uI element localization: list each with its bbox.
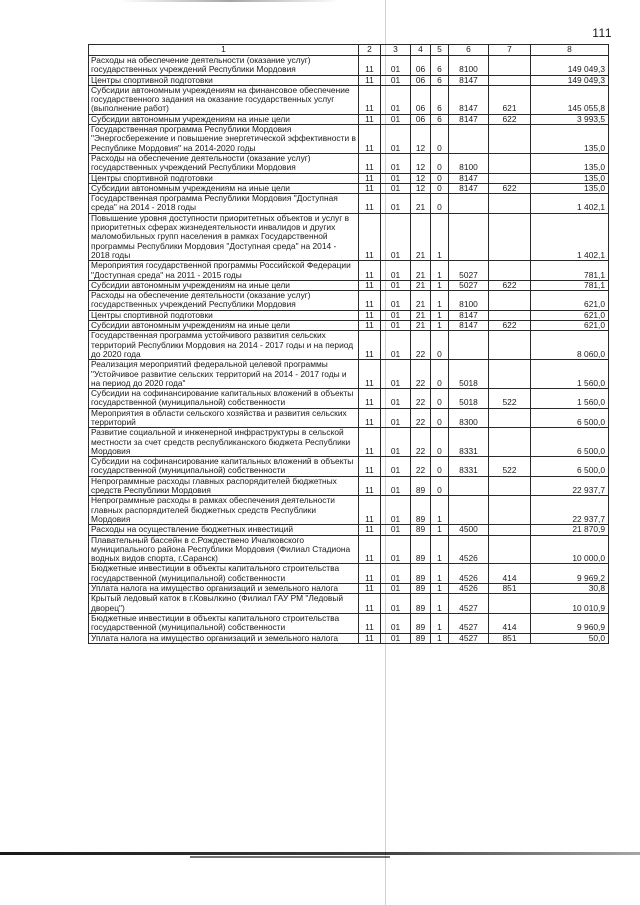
table-row: [89, 594, 609, 614]
target-cell: 5027: [449, 280, 489, 290]
name-cell: Расходы на обеспечение деятельности (оказание услуг) государственных учреждений Республики Мордовия: [89, 153, 359, 173]
section-cell: 01: [381, 564, 411, 584]
table-row: [89, 389, 609, 409]
section-cell: 01: [381, 183, 411, 193]
glav-cell: 11: [359, 194, 381, 214]
name-cell: Крытый ледовый каток в г.Ковылкино (Филиал ГАУ РМ "Ледовый дворец"): [89, 594, 359, 614]
table-row: [89, 535, 609, 564]
target-cell: 8331: [449, 428, 489, 457]
scan-edge-top: [120, 0, 340, 2]
program-cell: 6: [431, 85, 449, 114]
target-cell: [449, 125, 489, 154]
target-cell: [449, 194, 489, 214]
expense-type-cell: [489, 261, 531, 281]
table-row: [89, 153, 609, 173]
glav-cell: 11: [359, 125, 381, 154]
glav-cell: 11: [359, 56, 381, 76]
name-cell: Центры спортивной подготовки: [89, 75, 359, 85]
subsection-cell: 89: [411, 496, 431, 525]
glav-cell: 11: [359, 613, 381, 633]
sum-cell: 30,8: [531, 584, 609, 594]
subsection-cell: 89: [411, 613, 431, 633]
target-cell: [449, 476, 489, 496]
table-row: [89, 85, 609, 114]
sum-cell: 9 969,2: [531, 564, 609, 584]
sum-cell: 6 500,0: [531, 457, 609, 477]
subsection-cell: 89: [411, 476, 431, 496]
table-row: [89, 125, 609, 154]
target-cell: [449, 496, 489, 525]
target-cell: 4527: [449, 594, 489, 614]
expense-type-cell: 414: [489, 564, 531, 584]
program-cell: 0: [431, 476, 449, 496]
program-cell: 0: [431, 331, 449, 360]
subsection-cell: 22: [411, 408, 431, 428]
sum-cell: 135,0: [531, 173, 609, 183]
subsection-cell: 06: [411, 56, 431, 76]
sum-cell: 621,0: [531, 310, 609, 320]
table-row: [89, 457, 609, 477]
section-cell: 01: [381, 496, 411, 525]
name-cell: Реализация мероприятий федеральной целевой программы "Устойчивое развитие сельских территорий на 2014 - 2017 годы и на период до 2020 года": [89, 360, 359, 389]
expense-type-cell: 622: [489, 280, 531, 290]
subsection-cell: 21: [411, 280, 431, 290]
program-cell: 1: [431, 261, 449, 281]
table-row: [89, 428, 609, 457]
glav-cell: 11: [359, 496, 381, 525]
table-row: [89, 331, 609, 360]
glav-cell: 11: [359, 85, 381, 114]
scan-bottom-edge: [0, 852, 640, 855]
expense-type-cell: [489, 408, 531, 428]
name-cell: Непрограммные расходы главных распорядителей бюджетных средств Республики Мордовия: [89, 476, 359, 496]
program-cell: 1: [431, 564, 449, 584]
glav-cell: 11: [359, 153, 381, 173]
page-number: 111: [592, 26, 612, 40]
table-row: [89, 75, 609, 85]
name-cell: Субсидии автономным учреждениям на иные цели: [89, 280, 359, 290]
program-cell: 0: [431, 360, 449, 389]
subsection-cell: 21: [411, 261, 431, 281]
section-cell: 01: [381, 457, 411, 477]
subsection-cell: 06: [411, 114, 431, 124]
expense-type-cell: 622: [489, 321, 531, 331]
program-cell: 6: [431, 114, 449, 124]
name-cell: Субсидии на софинансирование капитальных вложений в объекты государственной (муниципальной) собственности: [89, 457, 359, 477]
target-cell: 8100: [449, 291, 489, 311]
subsection-cell: 22: [411, 457, 431, 477]
sum-cell: 149 049,3: [531, 75, 609, 85]
sum-cell: 9 960,9: [531, 613, 609, 633]
section-cell: 01: [381, 633, 411, 643]
glav-cell: 11: [359, 213, 381, 260]
sum-cell: 10 010,9: [531, 594, 609, 614]
glav-cell: 11: [359, 476, 381, 496]
subsection-cell: 12: [411, 153, 431, 173]
table-row: [89, 213, 609, 260]
scan-bottom-edge-shadow: [190, 856, 390, 858]
name-cell: Центры спортивной подготовки: [89, 310, 359, 320]
target-cell: 8147: [449, 85, 489, 114]
expense-type-cell: [489, 428, 531, 457]
subsection-cell: 89: [411, 584, 431, 594]
expense-type-cell: [489, 153, 531, 173]
target-cell: 4527: [449, 633, 489, 643]
name-cell: Мероприятия в области сельского хозяйства и развития сельских территорий: [89, 408, 359, 428]
glav-cell: 11: [359, 75, 381, 85]
glav-cell: 11: [359, 280, 381, 290]
subsection-cell: 89: [411, 525, 431, 535]
subsection-cell: 21: [411, 291, 431, 311]
expense-type-cell: [489, 213, 531, 260]
section-cell: 01: [381, 360, 411, 389]
sum-cell: 621,0: [531, 291, 609, 311]
section-cell: 01: [381, 594, 411, 614]
table-row: [89, 360, 609, 389]
name-cell: Субсидии автономным учреждениям на финансовое обеспечение государственного задания на оказание государственных услуг (выполнение работ): [89, 85, 359, 114]
sum-cell: 22 937,7: [531, 496, 609, 525]
table-row: [89, 584, 609, 594]
glav-cell: 11: [359, 261, 381, 281]
glav-cell: 11: [359, 633, 381, 643]
table-header-row: [89, 45, 609, 56]
name-cell: Расходы на обеспечение деятельности (оказание услуг) государственных учреждений Республики Мордовия: [89, 56, 359, 76]
expense-type-cell: [489, 535, 531, 564]
table-row: [89, 280, 609, 290]
table-row: [89, 173, 609, 183]
name-cell: Субсидии автономным учреждениям на иные цели: [89, 321, 359, 331]
section-cell: 01: [381, 310, 411, 320]
table-row: [89, 114, 609, 124]
section-cell: 01: [381, 428, 411, 457]
table-row: [89, 496, 609, 525]
target-cell: 4526: [449, 535, 489, 564]
sum-cell: 21 870,9: [531, 525, 609, 535]
sum-cell: 6 500,0: [531, 428, 609, 457]
program-cell: 6: [431, 56, 449, 76]
subsection-cell: 89: [411, 633, 431, 643]
section-cell: 01: [381, 85, 411, 114]
subsection-cell: 89: [411, 564, 431, 584]
expense-type-cell: 621: [489, 85, 531, 114]
glav-cell: 11: [359, 594, 381, 614]
subsection-cell: 22: [411, 331, 431, 360]
table-row: [89, 564, 609, 584]
sum-cell: 1 560,0: [531, 360, 609, 389]
name-cell: Расходы на обеспечение деятельности (оказание услуг) государственных учреждений Республики Мордовия: [89, 291, 359, 311]
column-header: 7: [489, 45, 531, 56]
glav-cell: 11: [359, 331, 381, 360]
glav-cell: 11: [359, 310, 381, 320]
subsection-cell: 22: [411, 360, 431, 389]
subsection-cell: 21: [411, 321, 431, 331]
target-cell: 8147: [449, 114, 489, 124]
target-cell: 4526: [449, 584, 489, 594]
sum-cell: 22 937,7: [531, 476, 609, 496]
glav-cell: 11: [359, 389, 381, 409]
target-cell: 8147: [449, 183, 489, 193]
budget-table: [88, 44, 609, 644]
subsection-cell: 12: [411, 125, 431, 154]
sum-cell: 135,0: [531, 153, 609, 173]
table-row: [89, 310, 609, 320]
expense-type-cell: [489, 173, 531, 183]
table-row: [89, 525, 609, 535]
section-cell: 01: [381, 291, 411, 311]
section-cell: 01: [381, 321, 411, 331]
name-cell: Бюджетные инвестиции в объекты капитального строительства государственной (муниципальной) собственности: [89, 613, 359, 633]
program-cell: 1: [431, 584, 449, 594]
glav-cell: 11: [359, 535, 381, 564]
glav-cell: 11: [359, 564, 381, 584]
expense-type-cell: [489, 360, 531, 389]
expense-type-cell: 851: [489, 584, 531, 594]
section-cell: 01: [381, 75, 411, 85]
subsection-cell: 06: [411, 85, 431, 114]
glav-cell: 11: [359, 428, 381, 457]
sum-cell: 781,1: [531, 261, 609, 281]
target-cell: 8147: [449, 75, 489, 85]
expense-type-cell: [489, 125, 531, 154]
program-cell: 0: [431, 194, 449, 214]
target-cell: 4527: [449, 613, 489, 633]
target-cell: [449, 213, 489, 260]
sum-cell: 135,0: [531, 183, 609, 193]
program-cell: 1: [431, 291, 449, 311]
target-cell: 8147: [449, 310, 489, 320]
section-cell: 01: [381, 114, 411, 124]
glav-cell: 11: [359, 584, 381, 594]
name-cell: Субсидии автономным учреждениям на иные цели: [89, 183, 359, 193]
section-cell: 01: [381, 584, 411, 594]
section-cell: 01: [381, 535, 411, 564]
column-header: 3: [381, 45, 411, 56]
sum-cell: 1 560,0: [531, 389, 609, 409]
program-cell: 0: [431, 125, 449, 154]
expense-type-cell: [489, 291, 531, 311]
name-cell: Развитие социальной и инженерной инфраструктуры в сельской местности за счет средств республиканского бюджета Республики Мордовия: [89, 428, 359, 457]
program-cell: 1: [431, 280, 449, 290]
section-cell: 01: [381, 153, 411, 173]
section-cell: 01: [381, 613, 411, 633]
column-header: 5: [431, 45, 449, 56]
glav-cell: 11: [359, 525, 381, 535]
subsection-cell: 12: [411, 173, 431, 183]
glav-cell: 11: [359, 114, 381, 124]
column-header: 8: [531, 45, 609, 56]
table-row: [89, 476, 609, 496]
section-cell: 01: [381, 525, 411, 535]
sum-cell: 1 402,1: [531, 194, 609, 214]
target-cell: 8100: [449, 56, 489, 76]
target-cell: 8300: [449, 408, 489, 428]
target-cell: 8147: [449, 321, 489, 331]
expense-type-cell: [489, 476, 531, 496]
subsection-cell: 21: [411, 310, 431, 320]
column-header: 2: [359, 45, 381, 56]
glav-cell: 11: [359, 360, 381, 389]
glav-cell: 11: [359, 173, 381, 183]
expense-type-cell: 622: [489, 183, 531, 193]
target-cell: 5018: [449, 360, 489, 389]
program-cell: 0: [431, 389, 449, 409]
section-cell: 01: [381, 280, 411, 290]
subsection-cell: 06: [411, 75, 431, 85]
glav-cell: 11: [359, 183, 381, 193]
sum-cell: 50,0: [531, 633, 609, 643]
sum-cell: 781,1: [531, 280, 609, 290]
name-cell: Расходы на осуществление бюджетных инвестиций: [89, 525, 359, 535]
program-cell: 0: [431, 153, 449, 173]
subsection-cell: 21: [411, 213, 431, 260]
table-row: [89, 633, 609, 643]
glav-cell: 11: [359, 408, 381, 428]
program-cell: 1: [431, 633, 449, 643]
name-cell: Бюджетные инвестиции в объекты капитального строительства государственной (муниципальной) собственности: [89, 564, 359, 584]
sum-cell: 10 000,0: [531, 535, 609, 564]
section-cell: 01: [381, 261, 411, 281]
expense-type-cell: [489, 310, 531, 320]
name-cell: Субсидии автономным учреждениям на иные цели: [89, 114, 359, 124]
subsection-cell: 12: [411, 183, 431, 193]
sum-cell: 6 500,0: [531, 408, 609, 428]
program-cell: 0: [431, 183, 449, 193]
sum-cell: 145 055,8: [531, 85, 609, 114]
program-cell: 1: [431, 213, 449, 260]
table-row: [89, 183, 609, 193]
expense-type-cell: [489, 75, 531, 85]
target-cell: 8100: [449, 153, 489, 173]
expense-type-cell: [489, 331, 531, 360]
program-cell: 0: [431, 457, 449, 477]
expense-type-cell: 851: [489, 633, 531, 643]
name-cell: Мероприятия государственной программы Российской Федерации "Доступная среда" на 2011 - 2015 годы: [89, 261, 359, 281]
sum-cell: 1 402,1: [531, 213, 609, 260]
expense-type-cell: [489, 194, 531, 214]
table-row: [89, 321, 609, 331]
program-cell: 1: [431, 321, 449, 331]
table-row: [89, 194, 609, 214]
program-cell: 1: [431, 525, 449, 535]
program-cell: 1: [431, 613, 449, 633]
expense-type-cell: [489, 56, 531, 76]
glav-cell: 11: [359, 321, 381, 331]
subsection-cell: 22: [411, 389, 431, 409]
section-cell: 01: [381, 125, 411, 154]
target-cell: 5018: [449, 389, 489, 409]
column-header: 1: [89, 45, 359, 56]
name-cell: Государственная программа Республики Мордовия "Энергосбережение и повышение энергетической эффективности в Республике Мордовия" на 2014-2020 годы: [89, 125, 359, 154]
subsection-cell: 22: [411, 428, 431, 457]
section-cell: 01: [381, 194, 411, 214]
expense-type-cell: [489, 525, 531, 535]
program-cell: 0: [431, 173, 449, 183]
subsection-cell: 89: [411, 594, 431, 614]
program-cell: 0: [431, 408, 449, 428]
name-cell: Плавательный бассейн в с.Рождествено Ичалковского муниципального района Республики Мордовия (Филиал Стадиона водных видов спорта, г.Саранск): [89, 535, 359, 564]
subsection-cell: 21: [411, 194, 431, 214]
subsection-cell: 89: [411, 535, 431, 564]
name-cell: Повышение уровня доступности приоритетных объектов и услуг в приоритетных сферах жизнедеятельности инвалидов и других маломобильных групп населения в рамках Государственной программы Республики Мордовия "Доступная среда" на 2014 - 2018 годы: [89, 213, 359, 260]
name-cell: Субсидии на софинансирование капитальных вложений в объекты государственной (муниципальной) собственности: [89, 389, 359, 409]
column-header: 6: [449, 45, 489, 56]
target-cell: 4500: [449, 525, 489, 535]
table-body: [89, 56, 609, 644]
expense-type-cell: [489, 496, 531, 525]
name-cell: Непрограммные расходы в рамках обеспечения деятельности главных распорядителей бюджетных средств Республики Мордовия: [89, 496, 359, 525]
program-cell: 1: [431, 535, 449, 564]
name-cell: Государственная программа Республики Мордовия "Доступная среда" на 2014 - 2018 годы: [89, 194, 359, 214]
target-cell: 4526: [449, 564, 489, 584]
section-cell: 01: [381, 389, 411, 409]
table-row: [89, 613, 609, 633]
glav-cell: 11: [359, 457, 381, 477]
column-header: 4: [411, 45, 431, 56]
sum-cell: 3 993,5: [531, 114, 609, 124]
program-cell: 6: [431, 75, 449, 85]
expense-type-cell: 522: [489, 457, 531, 477]
table-row: [89, 291, 609, 311]
name-cell: Уплата налога на имущество организаций и земельного налога: [89, 584, 359, 594]
table-row: [89, 56, 609, 76]
program-cell: 1: [431, 310, 449, 320]
target-cell: 8331: [449, 457, 489, 477]
section-cell: 01: [381, 408, 411, 428]
sum-cell: 135,0: [531, 125, 609, 154]
target-cell: 8147: [449, 173, 489, 183]
expense-type-cell: 622: [489, 114, 531, 124]
expense-type-cell: 414: [489, 613, 531, 633]
glav-cell: 11: [359, 291, 381, 311]
program-cell: 0: [431, 428, 449, 457]
expense-type-cell: 522: [489, 389, 531, 409]
expense-type-cell: [489, 594, 531, 614]
name-cell: Центры спортивной подготовки: [89, 173, 359, 183]
section-cell: 01: [381, 476, 411, 496]
program-cell: 1: [431, 496, 449, 525]
name-cell: Уплата налога на имущество организаций и земельного налога: [89, 633, 359, 643]
sum-cell: 149 049,3: [531, 56, 609, 76]
section-cell: 01: [381, 213, 411, 260]
table-row: [89, 408, 609, 428]
target-cell: 5027: [449, 261, 489, 281]
name-cell: Государственная программа устойчивого развития сельских территорий Республики Мордовия на 2014 - 2017 годы и на период до 2020 года: [89, 331, 359, 360]
section-cell: 01: [381, 173, 411, 183]
section-cell: 01: [381, 56, 411, 76]
sum-cell: 8 060,0: [531, 331, 609, 360]
target-cell: [449, 331, 489, 360]
program-cell: 1: [431, 594, 449, 614]
section-cell: 01: [381, 331, 411, 360]
table-row: [89, 261, 609, 281]
sum-cell: 621,0: [531, 321, 609, 331]
